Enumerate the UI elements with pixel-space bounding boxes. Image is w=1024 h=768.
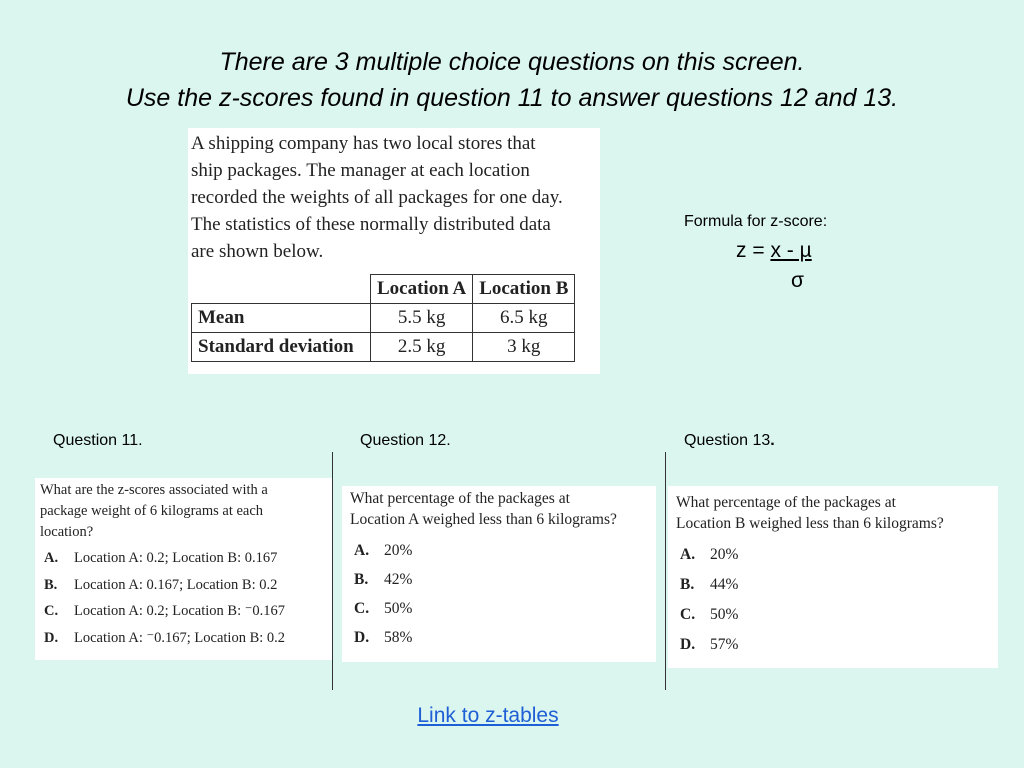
- stem-line: package weight of 6 kilograms at each: [40, 503, 264, 519]
- answer-option-c: [350, 594, 656, 623]
- option-letter: C.: [680, 606, 696, 623]
- option-text: Location A: 0.2; Location B: ⁻0.167: [74, 603, 286, 619]
- option-letter: B.: [44, 576, 58, 593]
- question-12-label: Question 12.: [360, 432, 451, 449]
- question-label-text: Question 13: [684, 432, 771, 449]
- answer-option-c: [676, 600, 998, 630]
- table-row-label: Standard deviation: [192, 333, 371, 362]
- question-11-label: Question 11.: [53, 432, 143, 449]
- problem-stem-line: ship packages. The manager at each location: [191, 160, 530, 181]
- question-stem: [350, 488, 656, 530]
- option-text: 20%: [710, 546, 739, 563]
- stem-line: location?: [40, 524, 94, 540]
- column-divider: [332, 452, 333, 690]
- option-text: 20%: [384, 542, 413, 559]
- slide-title: [0, 44, 1024, 116]
- formula-denominator: σ: [791, 269, 804, 292]
- table-row: [192, 333, 575, 362]
- answer-option-d: [676, 630, 998, 660]
- table-cell: 3 kg: [473, 333, 575, 362]
- problem-stem: [191, 130, 596, 265]
- stem-line: What percentage of the packages at: [350, 490, 570, 507]
- formula-label: Formula for z-score:: [684, 213, 828, 230]
- answer-option-a: [676, 540, 998, 570]
- option-text: Location A: 0.2; Location B: 0.167: [74, 550, 278, 566]
- option-text: 58%: [384, 629, 413, 646]
- question-label-text: Question 11: [53, 432, 139, 449]
- stem-line: Location A weighed less than 6 kilograms?: [350, 511, 617, 528]
- answer-option-b: [676, 570, 998, 600]
- option-text: 44%: [710, 576, 739, 593]
- stem-line: What percentage of the packages at: [676, 494, 896, 511]
- z-score-formula: [684, 213, 884, 292]
- formula-lhs: z =: [736, 239, 771, 262]
- question-13-label: Question 13.: [684, 432, 775, 449]
- option-text: 57%: [710, 636, 739, 653]
- table-cell: 6.5 kg: [473, 304, 575, 333]
- option-text: 42%: [384, 571, 413, 588]
- formula-equation: [736, 239, 812, 263]
- option-letter: D.: [44, 629, 59, 646]
- option-text: 50%: [710, 606, 739, 623]
- answer-option-b: [40, 572, 332, 599]
- formula-numerator: x - µ: [770, 239, 812, 262]
- answer-option-d: [40, 625, 332, 652]
- answer-option-c: [40, 598, 332, 625]
- table-row: [192, 304, 575, 333]
- option-letter: D.: [354, 629, 370, 646]
- table-row-label: Mean: [192, 304, 371, 333]
- column-divider: [665, 452, 666, 690]
- question-13-scan: [668, 486, 998, 668]
- problem-stem-line: recorded the weights of all packages for one day.: [191, 187, 563, 208]
- option-text: Location A: ⁻0.167; Location B: 0.2: [74, 629, 286, 646]
- problem-stem-line: The statistics of these normally distributed data: [191, 214, 551, 235]
- table-header-cell: Location A: [371, 275, 473, 304]
- question-stem: [676, 492, 998, 534]
- table-corner: [192, 275, 371, 304]
- question-label-text: Question 12: [360, 432, 447, 449]
- option-letter: C.: [354, 600, 370, 617]
- problem-stem-line: A shipping company has two local stores that: [191, 133, 536, 154]
- answer-option-a: [350, 536, 656, 565]
- answer-option-b: [350, 565, 656, 594]
- question-12-scan: [342, 486, 656, 662]
- option-text: 50%: [384, 600, 413, 617]
- table-header-cell: Location B: [473, 275, 575, 304]
- problem-scan: [188, 128, 600, 374]
- option-text: Location A: 0.167; Location B: 0.2: [74, 576, 278, 593]
- option-letter: A.: [354, 542, 370, 559]
- option-letter: B.: [680, 576, 695, 593]
- question-11-scan: [35, 478, 332, 660]
- option-letter: A.: [680, 546, 696, 563]
- option-letter: B.: [354, 571, 369, 588]
- statistics-table: [191, 274, 575, 362]
- question-stem: [40, 480, 332, 543]
- answer-option-d: [350, 623, 656, 652]
- stem-line: Location B weighed less than 6 kilograms?: [676, 515, 944, 532]
- answer-option-a: [40, 545, 332, 572]
- title-line-1: There are 3 multiple choice questions on this screen.: [219, 48, 805, 76]
- option-letter: C.: [44, 603, 59, 619]
- table-header-row: [192, 275, 575, 304]
- problem-stem-line: are shown below.: [191, 241, 324, 262]
- title-line-2: Use the z-scores found in question 11 to answer questions 12 and 13.: [125, 84, 899, 112]
- option-letter: A.: [44, 550, 59, 566]
- table-cell: 5.5 kg: [371, 304, 473, 333]
- option-letter: D.: [680, 636, 696, 653]
- table-cell: 2.5 kg: [371, 333, 473, 362]
- stem-line: What are the z-scores associated with a: [40, 482, 268, 498]
- z-tables-link[interactable]: Link to z-tables: [417, 704, 559, 727]
